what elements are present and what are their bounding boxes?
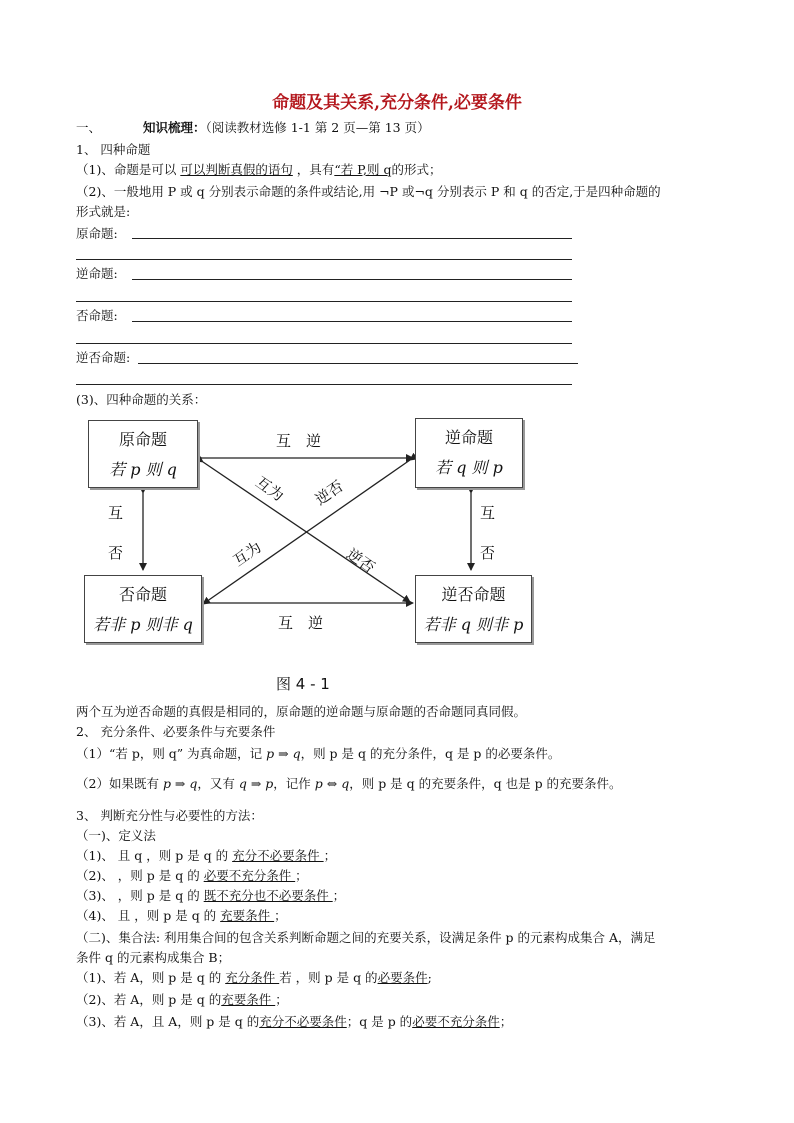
text: （1)、命题是可以 (76, 162, 181, 177)
label-mutual-converse-bottom: 互 逆 (278, 614, 324, 632)
sufficient-condition-line (76, 746, 560, 762)
text: （2)、 ，则 p 是 q 的 (76, 868, 204, 883)
box-title: 否命题 (118, 585, 167, 604)
rule-2 (76, 868, 308, 884)
contrapositive-box (415, 575, 532, 643)
subsection-four-propositions: 1、 四种命题 (76, 142, 151, 157)
box-formula: 若非 q 则非 p (423, 615, 524, 634)
label-mutual-negation-left-1: 互 (108, 504, 124, 522)
original-proposition-box (88, 420, 198, 488)
answer-blank: 可以判断真假的语句 (180, 162, 293, 177)
subsection-conditions: 2、 充分条件、必要条件与充要条件 (76, 724, 276, 739)
text: （1)、若 A，则 p 是 q 的 (76, 970, 226, 985)
answer-blank: 充要条件 (221, 992, 276, 1007)
contrapositive-note: 两个互为逆否命题的真假是相同的，原命题的逆命题与原命题的否命题同真同假。 (76, 704, 527, 719)
text: ； (323, 848, 337, 863)
text: ；q 是 p 的 (346, 1014, 413, 1029)
converse-proposition-box (415, 418, 523, 488)
text: （1)、 且 q ，则 p 是 q 的 (76, 848, 233, 863)
formula: p ⇔ q (314, 776, 350, 791)
text: （2)、若 A，则 p 是 q 的 (76, 992, 222, 1007)
text: ，则 p 是 q 的充要条件，q 也是 p 的充要条件。 (349, 776, 622, 791)
subsection-methods: 3、 判断充分性与必要性的方法： (76, 808, 263, 823)
formula: q ⇒ p (238, 776, 274, 791)
answer-blank: 必要条件 (377, 970, 428, 985)
box-title: 逆否命题 (441, 585, 506, 604)
text: ； (332, 888, 346, 903)
rule-1 (76, 848, 336, 864)
text: （3)、 ，则 p 是 q 的 (76, 888, 204, 903)
text: ; (427, 970, 432, 985)
box-formula: 若 p 则 q (109, 460, 177, 479)
converse-proposition-label: 逆命题: (76, 266, 118, 281)
text: ，又有 (197, 776, 239, 791)
label-diag-2: 逆否 (311, 476, 347, 509)
answer-blank: 充分条件 (225, 970, 280, 985)
text: ； (295, 868, 308, 883)
section-note: （阅读教材选修 1-1 第 2 页—第 13 页） (205, 120, 430, 135)
text: 的形式； (391, 162, 442, 177)
text: ； (274, 908, 287, 923)
label-mutual-negation-left-2: 否 (108, 544, 124, 562)
text: （1）“若 p，则 q” 为真命题，记 (76, 746, 267, 761)
method-set: （二)、集合法: 利用集合间的包含关系判断命题之间的充要关系，设满足条件 p 的元素构成集合 A，满足 (76, 930, 656, 945)
text: ，具有 (292, 162, 335, 177)
box-formula: 若 q 则 p (435, 458, 503, 477)
original-proposition-label: 原命题: (76, 226, 118, 241)
page-title: 命题及其关系,充分条件,必要条件 (272, 93, 522, 113)
answer-blank: 必要不充分条件 (412, 1014, 500, 1029)
rule-3 (76, 888, 345, 904)
label-mutual-negation-right-1: 互 (480, 504, 496, 522)
answer-blank: 既不充分也不必要条件 (203, 888, 333, 903)
label-mutual-converse-top: 互 逆 (276, 432, 322, 450)
label-mutual-negation-right-2: 否 (480, 544, 496, 562)
text: ，记作 (273, 776, 315, 791)
necessary-sufficient-line (76, 776, 622, 792)
answer-blank: 充分不必要条件 (232, 848, 324, 863)
answer-blank: “若 P,则 q (334, 162, 392, 177)
set-rule-1 (76, 970, 432, 986)
inverse-proposition-label: 否命题: (76, 308, 118, 323)
answer-blank: 必要不充分条件 (203, 868, 296, 883)
text: （2）如果既有 (76, 776, 163, 791)
method-set-cont: 条件 q 的元素构成集合 B； (76, 950, 231, 965)
notation-line: （2)、一般地用 P 或 q 分别表示命题的条件或结论,用 ¬P 或¬q 分别表示 P 和 q 的否定,于是四种命题的 (76, 184, 661, 199)
box-formula: 若非 p 则非 q (93, 615, 193, 634)
set-rule-3 (76, 1014, 512, 1030)
label-diag-1: 互为 (252, 472, 288, 505)
figure-caption: 图 4 - 1 (276, 675, 330, 693)
answer-blank: 充要条件 (220, 908, 275, 923)
formula: p ⇒ q (266, 746, 301, 761)
section-number: 一、 (76, 120, 102, 135)
label-diag-3: 互为 (229, 537, 265, 570)
method-definition: （一)、定义法 (76, 828, 156, 843)
text: ； (499, 1014, 513, 1029)
text: 若 ，则 p 是 q 的 (279, 970, 378, 985)
text: ，则 p 是 q 的充分条件，q 是 p 的必要条件。 (300, 746, 561, 761)
text: ； (275, 992, 288, 1007)
inverse-proposition-box (84, 575, 202, 643)
set-rule-2 (76, 992, 288, 1008)
answer-blank: 充分不必要条件 (259, 1014, 347, 1029)
relation-heading: (3)、四种命题的关系： (76, 392, 207, 407)
label-diag-4: 逆否 (343, 544, 379, 577)
section-label: 知识梳理： (142, 120, 206, 135)
diag-arrow-2 (203, 460, 410, 604)
box-title: 原命题 (118, 430, 167, 449)
text: （3)、若 A，且 A，则 p 是 q 的 (76, 1014, 260, 1029)
rule-4 (76, 908, 287, 924)
contrapositive-label: 逆否命题: (76, 350, 131, 365)
box-title: 逆命题 (444, 428, 493, 447)
formula: p ⇒ q (162, 776, 198, 791)
notation-line-cont: 形式就是: (76, 204, 131, 219)
text: （4)、 且 ，则 p 是 q 的 (76, 908, 221, 923)
